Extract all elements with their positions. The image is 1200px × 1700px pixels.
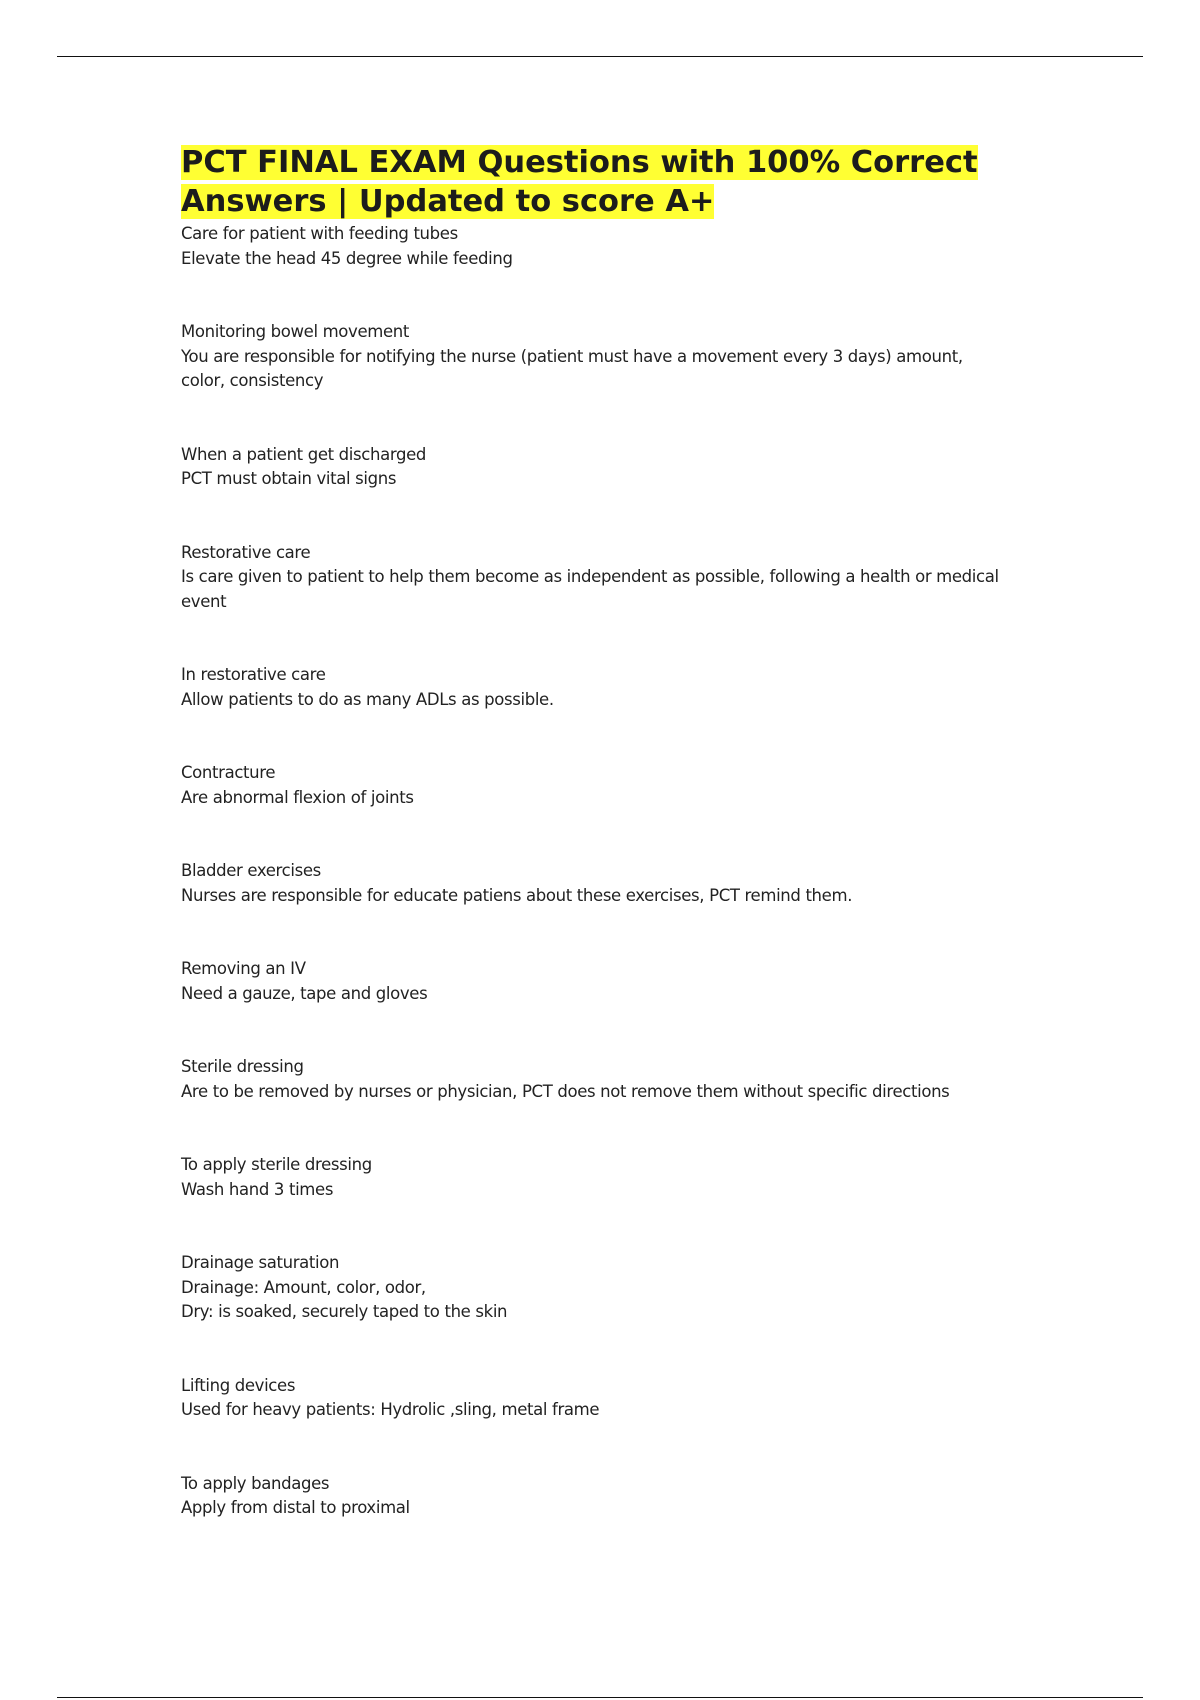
qa-item bbox=[181, 1153, 1001, 1202]
question-text: Contracture bbox=[181, 763, 276, 782]
qa-item bbox=[181, 1251, 1001, 1325]
answer-text: Used for heavy patients: Hydrolic ,sling, metal frame bbox=[181, 1400, 600, 1419]
question-text: Restorative care bbox=[181, 542, 311, 562]
question-text: To apply bandages bbox=[181, 1473, 330, 1493]
question-text: In restorative care bbox=[181, 665, 326, 684]
question-text: When a patient get discharged bbox=[181, 444, 427, 464]
qa-item bbox=[181, 320, 1001, 394]
question-text: Sterile dressing bbox=[181, 1057, 304, 1076]
question-text: To apply sterile dressing bbox=[181, 1155, 372, 1174]
question-text: Care for patient with feeding tubes bbox=[181, 224, 458, 243]
footer-rule bbox=[57, 1697, 1143, 1698]
answer-text: Are to be removed by nurses or physician, PCT does not remove them without specific directions bbox=[181, 1081, 950, 1101]
answer-text: Drainage: Amount, color, odor, Dry: is soaked, securely taped to the skin bbox=[181, 1277, 508, 1321]
answer-text: Nurses are responsible for educate patiens about these exercises, PCT remind them. bbox=[181, 885, 853, 905]
qa-item bbox=[181, 1055, 1001, 1104]
title-highlight: PCT FINAL EXAM Questions with 100% Correct Answers | Updated to score A+ bbox=[181, 145, 978, 219]
answer-text: Allow patients to do as many ADLs as possible. bbox=[181, 689, 554, 709]
question-text: Monitoring bowel movement bbox=[181, 322, 410, 341]
header-rule bbox=[57, 56, 1143, 57]
qa-item bbox=[181, 541, 1001, 615]
answer-text: Is care given to patient to help them become as independent as possible, following a health or medical event bbox=[181, 567, 999, 611]
qa-item bbox=[181, 663, 1001, 712]
question-text: Bladder exercises bbox=[181, 861, 321, 880]
qa-item bbox=[181, 957, 1001, 1006]
answer-text: Elevate the head 45 degree while feeding bbox=[181, 248, 513, 268]
document-title bbox=[181, 143, 1001, 221]
document-body bbox=[181, 143, 1001, 1570]
question-text: Drainage saturation bbox=[181, 1253, 340, 1272]
qa-item bbox=[181, 1374, 1001, 1423]
qa-item bbox=[181, 222, 1001, 271]
answer-text: Need a gauze, tape and gloves bbox=[181, 983, 428, 1003]
qa-item bbox=[181, 761, 1001, 810]
answer-text: Wash hand 3 times bbox=[181, 1179, 334, 1199]
qa-item bbox=[181, 1472, 1001, 1521]
question-text: Removing an IV bbox=[181, 959, 306, 978]
qa-item bbox=[181, 443, 1001, 492]
answer-text: Are abnormal flexion of joints bbox=[181, 787, 414, 807]
answer-text: You are responsible for notifying the nurse (patient must have a movement every 3 days) amount, color, consistency bbox=[181, 346, 963, 390]
question-text: Lifting devices bbox=[181, 1375, 296, 1395]
qa-item bbox=[181, 859, 1001, 908]
qa-list bbox=[181, 222, 1001, 1521]
answer-text: Apply from distal to proximal bbox=[181, 1498, 410, 1517]
answer-text: PCT must obtain vital signs bbox=[181, 469, 397, 488]
